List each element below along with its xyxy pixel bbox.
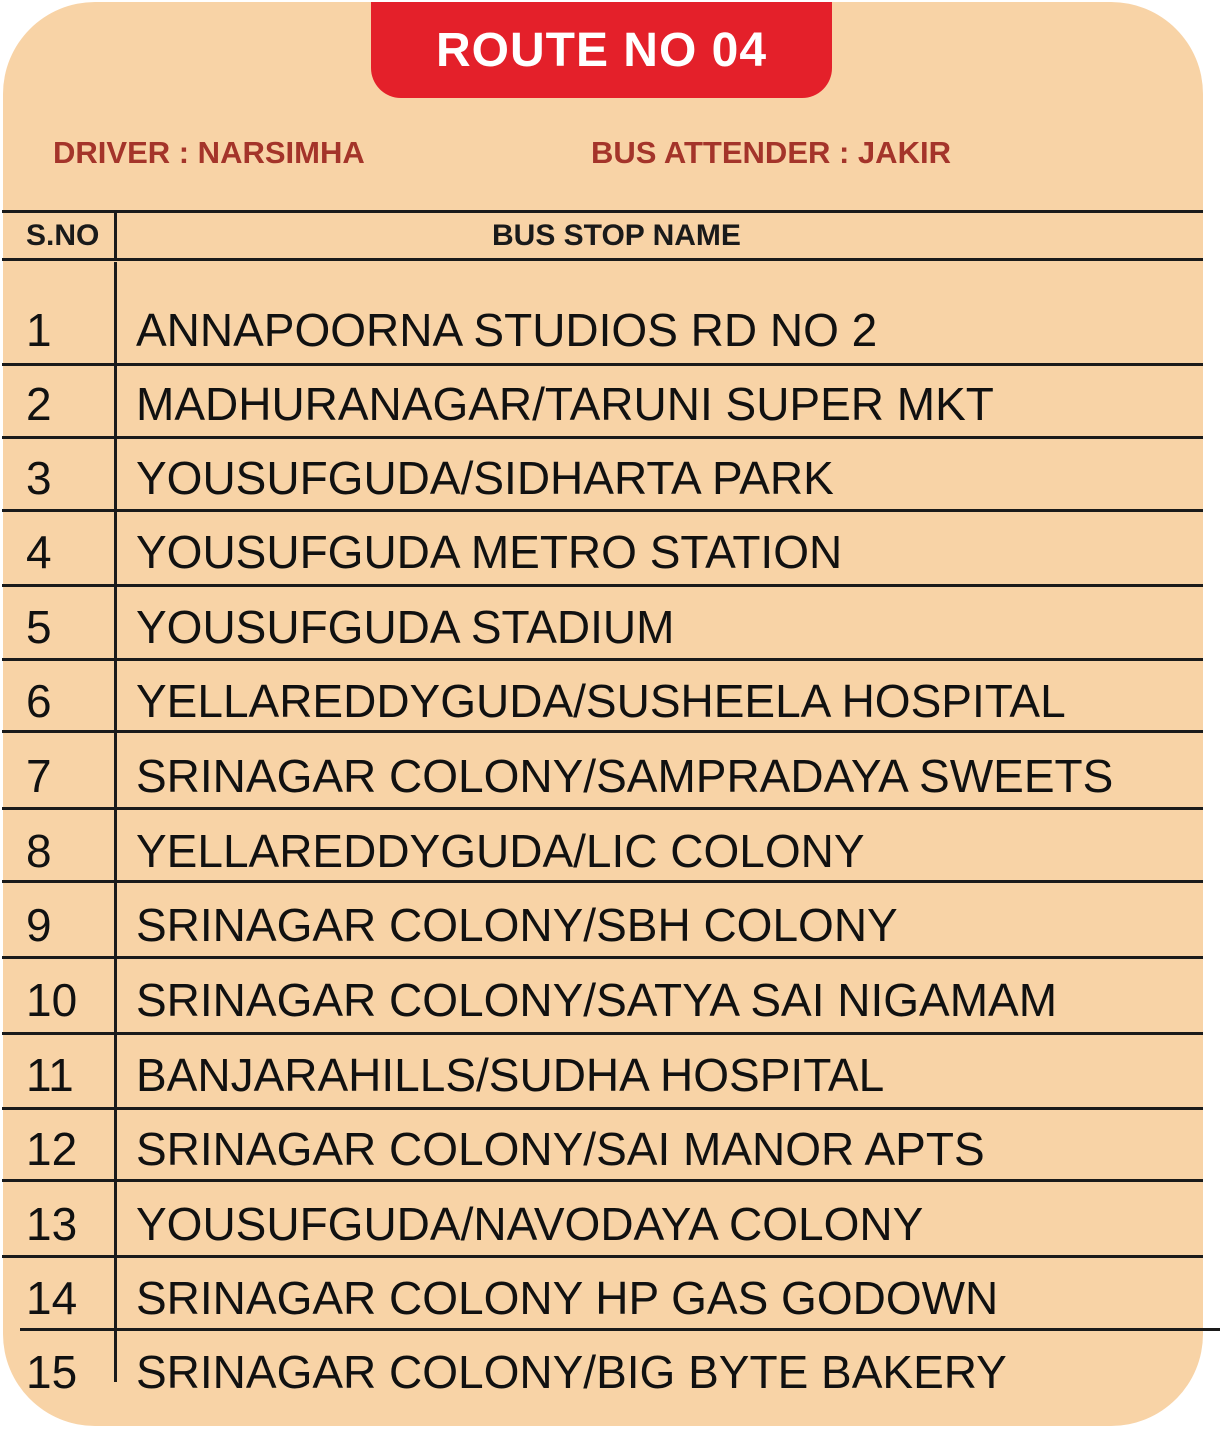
stop-name: SRINAGAR COLONY/BIG BYTE BAKERY [136,1346,1007,1398]
stop-number: 10 [26,974,78,1026]
row-divider [2,658,1203,661]
stop-number: 14 [26,1272,78,1324]
stop-number: 2 [26,378,52,430]
table-header-border [2,258,1203,261]
stop-number: 9 [26,899,52,951]
driver-label: DRIVER : NARSIMHA [53,135,365,170]
stop-name: SRINAGAR COLONY/SAMPRADAYA SWEETS [136,750,1114,802]
stop-name: SRINAGAR COLONY HP GAS GODOWN [136,1272,999,1324]
stop-number: 7 [26,750,52,802]
stop-name: YOUSUFGUDA STADIUM [136,601,675,653]
stop-number: 12 [26,1123,78,1175]
table-top-border [2,210,1203,213]
row-divider [2,509,1203,512]
stop-number: 3 [26,452,52,504]
stop-name: YOUSUFGUDA/SIDHARTA PARK [136,452,834,504]
column-divider [114,262,117,1382]
stop-name: SRINAGAR COLONY/SBH COLONY [136,899,898,951]
stop-name: BANJARAHILLS/SUDHA HOSPITAL [136,1049,885,1101]
stop-name: YOUSUFGUDA/NAVODAYA COLONY [136,1198,924,1250]
stop-name: YELLAREDDYGUDA/LIC COLONY [136,825,865,877]
stop-name: MADHURANAGAR/TARUNI SUPER MKT [136,378,994,430]
column-header-sno: S.NO [26,219,100,252]
stop-number: 13 [26,1198,78,1250]
route-title: ROUTE NO 04 [435,23,768,77]
stop-number: 4 [26,526,52,578]
stop-name: SRINAGAR COLONY/SAI MANOR APTS [136,1123,985,1175]
row-divider [2,1107,1203,1110]
stop-number: 5 [26,601,52,653]
row-divider [2,807,1203,810]
row-divider [2,1255,1203,1258]
column-header-stop: BUS STOP NAME [492,219,741,252]
row-divider [2,584,1203,587]
row-divider [2,880,1203,883]
row-divider [2,1179,1203,1182]
row-divider [2,1032,1203,1035]
stop-number: 6 [26,675,52,727]
row-divider [2,363,1203,366]
row-divider [2,730,1203,733]
stop-number: 8 [26,825,52,877]
stop-number: 15 [26,1346,78,1398]
row-divider [2,956,1203,959]
row-divider [20,1328,1220,1331]
attender-label: BUS ATTENDER : JAKIR [591,135,951,170]
stop-name: YOUSUFGUDA METRO STATION [136,526,843,578]
row-divider [2,436,1203,439]
header-column-divider [114,212,117,260]
stop-number: 11 [26,1049,74,1101]
stop-number: 1 [26,304,52,356]
stop-name: SRINAGAR COLONY/SATYA SAI NIGAMAM [136,974,1058,1026]
stop-name: ANNAPOORNA STUDIOS RD NO 2 [136,304,878,356]
stop-name: YELLAREDDYGUDA/SUSHEELA HOSPITAL [136,675,1066,727]
route-title-tab [371,2,832,98]
